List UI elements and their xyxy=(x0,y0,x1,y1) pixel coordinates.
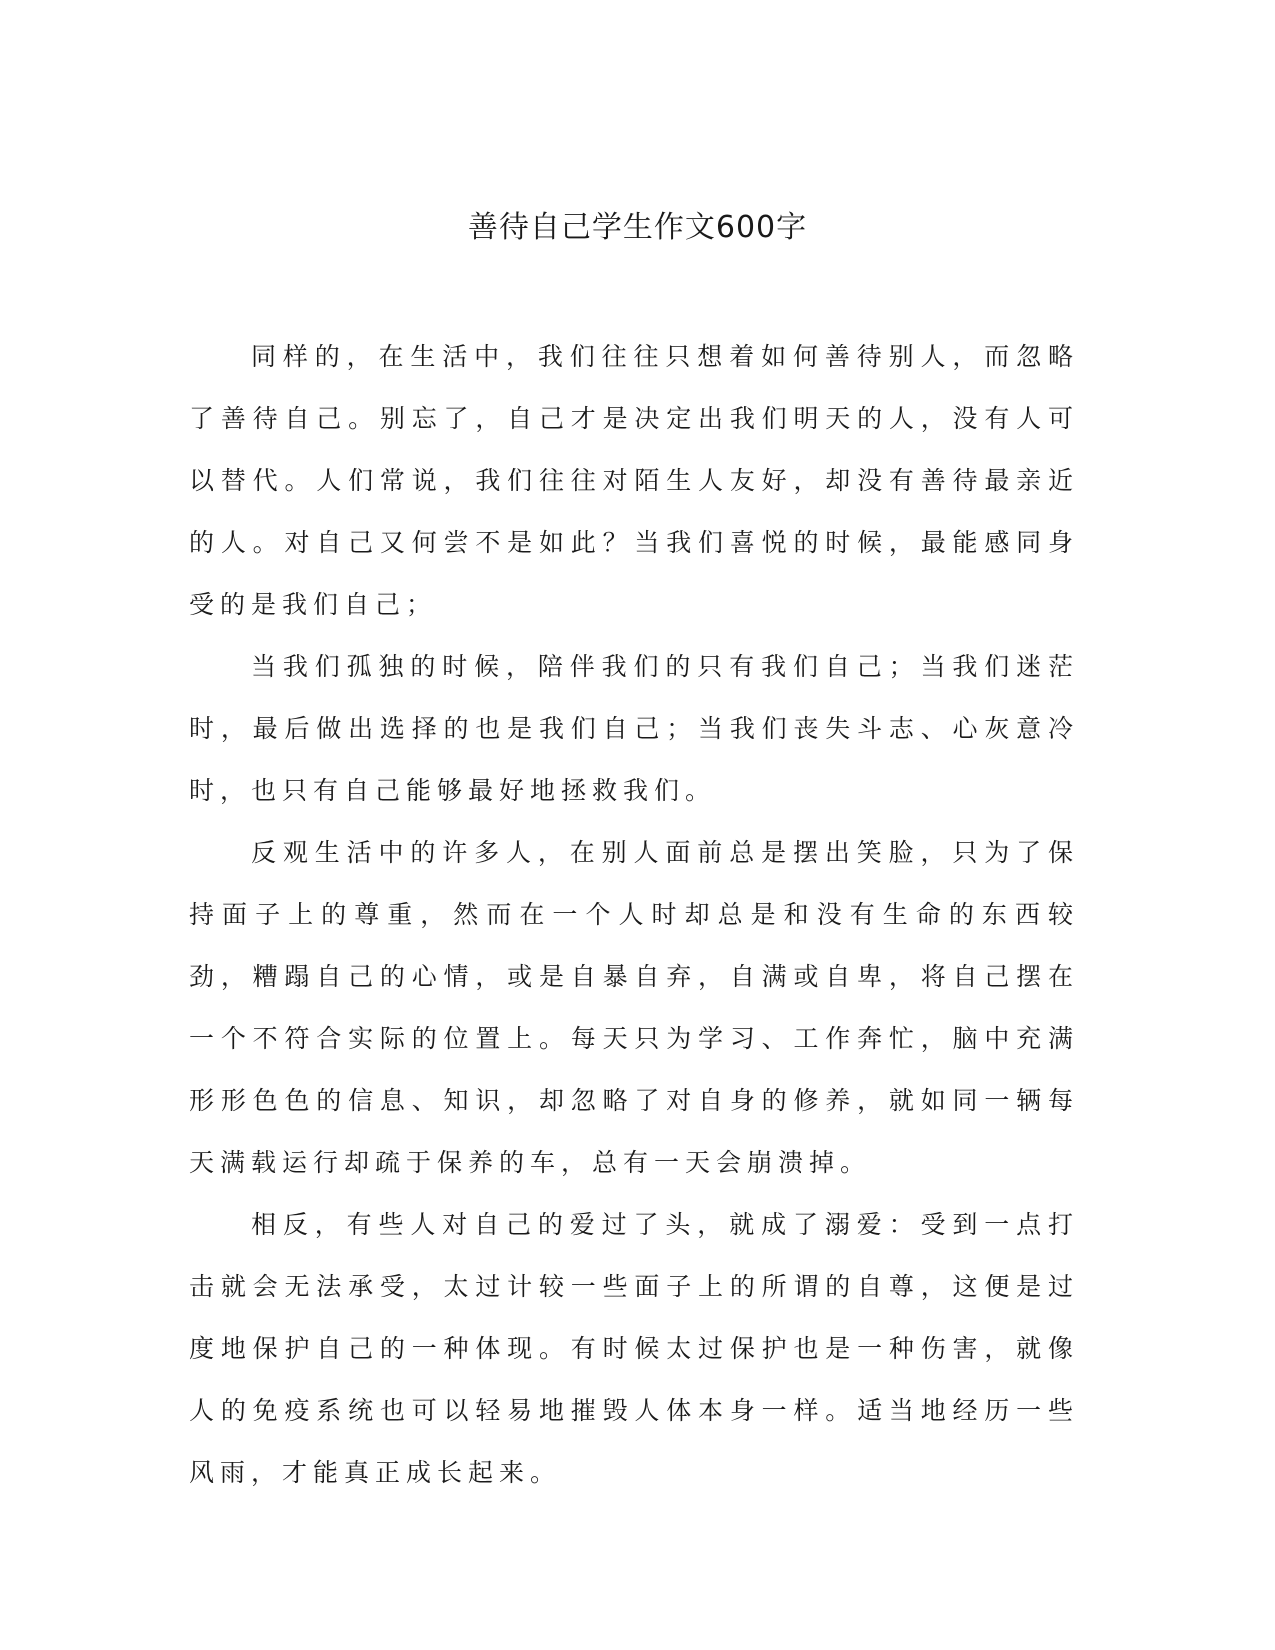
paragraph-2: 当我们孤独的时候，陪伴我们的只有我们自己；当我们迷茫时，最后做出选择的也是我们自己；当我们丧失斗志、心灰意冷时，也只有自己能够最好地拯救我们。 xyxy=(189,652,1079,805)
paragraph-3: 反观生活中的许多人，在别人面前总是摆出笑脸，只为了保持面子上的尊重，然而在一个人时却总是和没有生命的东西较劲，糟蹋自己的心情，或是自暴自弃，自满或自卑，将自己摆在一个不符合实际的位置上。每天只为学习、工作奔忙，脑中充满形形色色的信息、知识，却忽略了对自身的修养，就如同一辆每天满载运行却疏于保养的车，总有一天会崩溃掉。 xyxy=(189,838,1079,1177)
paragraph-1: 同样的，在生活中，我们往往只想着如何善待别人，而忽略了善待自己。别忘了，自己才是决定出我们明天的人，没有人可以替代。人们常说，我们往往对陌生人友好，却没有善待最亲近的人。对自己又何尝不是如此？当我们喜悦的时候，最能感同身受的是我们自己； xyxy=(189,342,1079,619)
paragraph-4: 相反，有些人对自己的爱过了头，就成了溺爱：受到一点打击就会无法承受，太过计较一些面子上的所谓的自尊，这便是过度地保护自己的一种体现。有时候太过保护也是一种伤害，就像人的免疫系统也可以轻易地摧毁人体本身一样。适当地经历一些风雨，才能真正成长起来。 xyxy=(189,1210,1079,1487)
document-body xyxy=(189,326,1079,1504)
document-title: 善待自己学生作文600字 xyxy=(467,210,808,245)
